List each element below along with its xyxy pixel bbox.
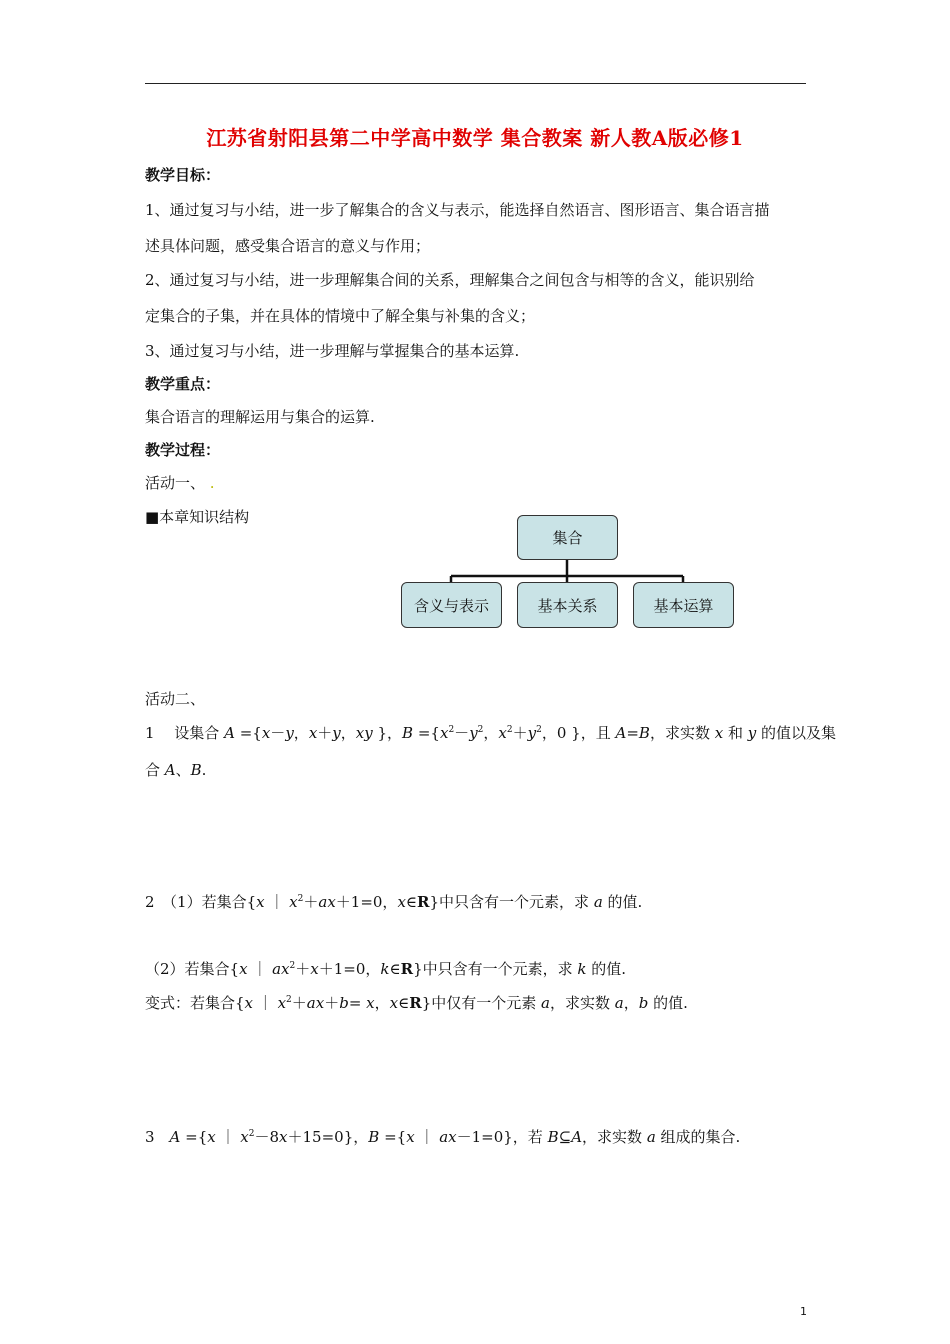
problem-1-line-2: 合 A、B. (145, 761, 207, 779)
problem-1-line-1: 1 设集合 A ={x－y，x＋y，xy }，$B =\{x^2-y^2$，$x^2+y^2$，0 }，且 A=B，求实数 x 和 y 的值以及集 (145, 724, 836, 742)
problem-2-variant: 变式：若集合{x ｜ $x^2+ax+b= x$，x∈R}中仅有一个元素 a，求实数 a，b 的值. (145, 994, 688, 1012)
keypoint-text: 集合语言的理解运用与集合的运算. (145, 408, 375, 426)
activity-2: 活动二、 (145, 690, 206, 708)
activity-1: 活动一、 . (145, 474, 215, 492)
objectives-heading: 教学目标： (145, 166, 221, 184)
document-title: 江苏省射阳县第二中学高中数学 集合教案 新人教A版必修1 (206, 126, 744, 150)
structure-heading: ■本章知识结构 (145, 508, 250, 526)
diagram-root-node: 集合 (517, 515, 618, 560)
diagram-node-relations: 基本关系 (517, 582, 618, 628)
objective-line-5: 3、通过复习与小结，进一步理解与掌握集合的基本运算. (145, 342, 520, 360)
problem-2-part-1: 2 （1）若集合{x ｜ $x^2+ax+1=0$，x∈R}中只含有一个元素，求 a 的值. (145, 893, 643, 911)
objective-line-4: 定集合的子集，并在具体的情境中了解全集与补集的含义； (145, 307, 536, 325)
objective-line-3: 2、通过复习与小结，进一步理解集合间的关系，理解集合之间包含与相等的含义，能识别给 (145, 271, 755, 289)
problem-2-part-2: （2）若集合{x ｜ $ax^2+x+1=0$，k∈R}中只含有一个元素，求 k 的值. (145, 960, 627, 978)
process-heading: 教学过程： (145, 441, 221, 459)
diagram-node-meaning: 含义与表示 (401, 582, 502, 628)
page-number: 1 (800, 1305, 807, 1318)
objective-line-1: 1、通过复习与小结，进一步了解集合的含义与表示，能选择自然语言、图形语言、集合语言描 (145, 201, 770, 219)
objective-line-2: 述具体问题，感受集合语言的意义与作用； (145, 237, 431, 255)
activity-1-dot: . (209, 474, 215, 492)
problem-3: 3 A ={x ｜ $x^2-8x+15=0$}，B ={x ｜ ax－1=0}，若 B⊆A，求实数 a 组成的集合. (145, 1128, 741, 1146)
keypoint-heading: 教学重点： (145, 375, 221, 393)
diagram-node-operations: 基本运算 (633, 582, 734, 628)
header-rule (145, 83, 806, 84)
